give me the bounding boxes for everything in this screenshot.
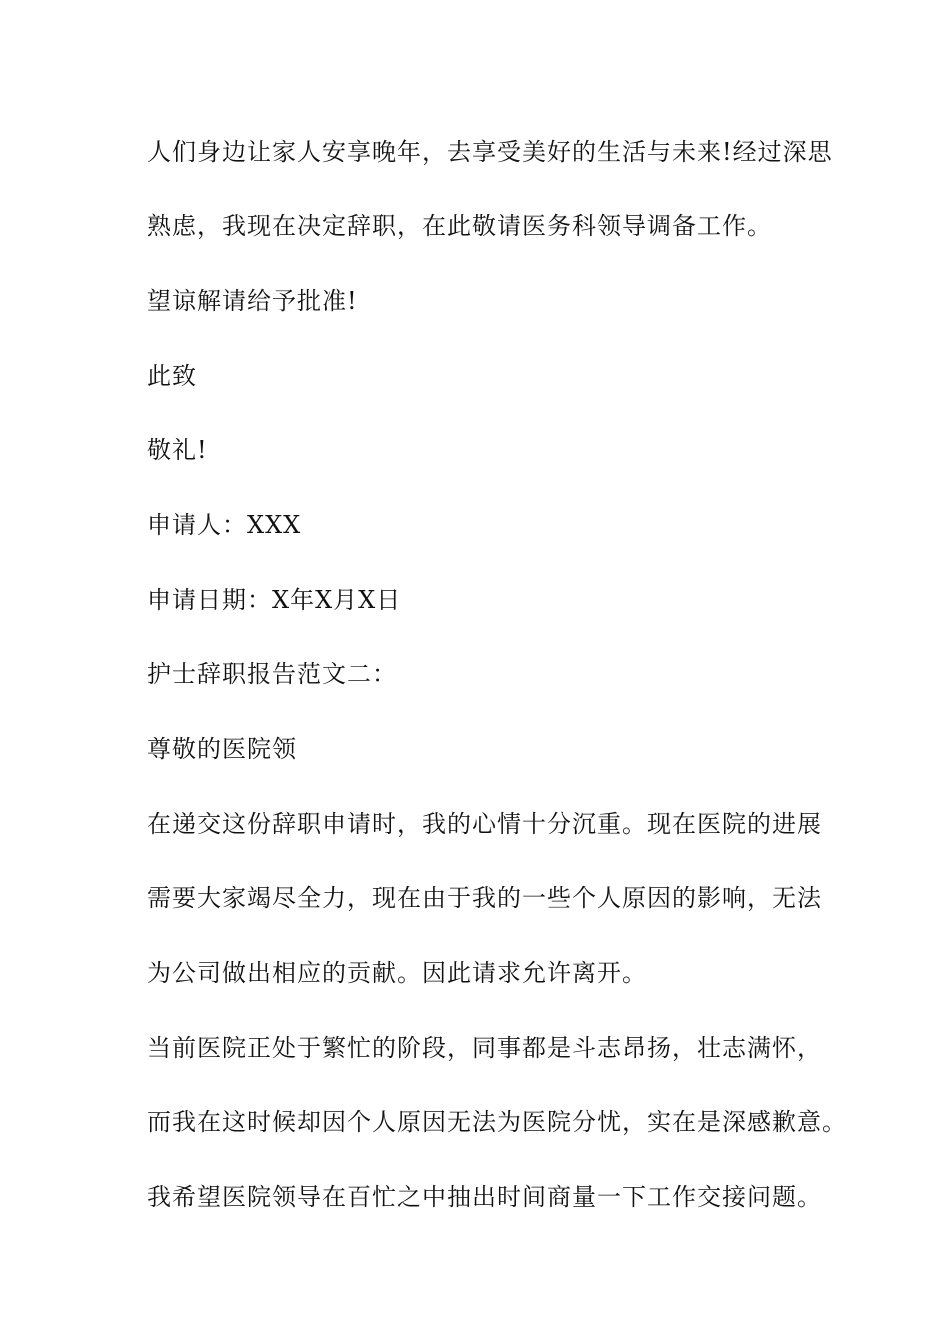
body-text-line: 人们身边让家人安享晚年，去享受美好的生活与未来!经过深思 <box>147 138 833 166</box>
body-text-line: 在递交这份辞职申请时，我的心情十分沉重。现在医院的进展 <box>147 810 822 838</box>
closing-salutation: 此致 <box>147 362 197 390</box>
section-heading: 护士辞职报告范文二： <box>147 660 397 688</box>
body-text-line: 我希望医院领导在百忙之中抽出时间商量一下工作交接问题。 <box>147 1183 822 1211</box>
closing-regards: 敬礼! <box>147 436 208 464</box>
greeting-line: 尊敬的医院领 <box>147 735 297 763</box>
body-text-line: 当前医院正处于繁忙的阶段，同事都是斗志昂扬，壮志满怀， <box>147 1034 822 1062</box>
body-text-line: 而我在这时候却因个人原因无法为医院分忧，实在是深感歉意。 <box>147 1108 847 1136</box>
applicant-line: 申请人：XXX <box>147 511 302 539</box>
body-text-line: 熟虑，我现在决定辞职，在此敬请医务科领导调备工作。 <box>147 212 772 240</box>
body-text-line: 望谅解请给予批准! <box>147 287 358 315</box>
body-text-line: 为公司做出相应的贡献。因此请求允许离开。 <box>147 959 647 987</box>
body-text-line: 需要大家竭尽全力，现在由于我的一些个人原因的影响，无法 <box>147 884 822 912</box>
application-date-line: 申请日期：X年X月X日 <box>147 586 402 614</box>
